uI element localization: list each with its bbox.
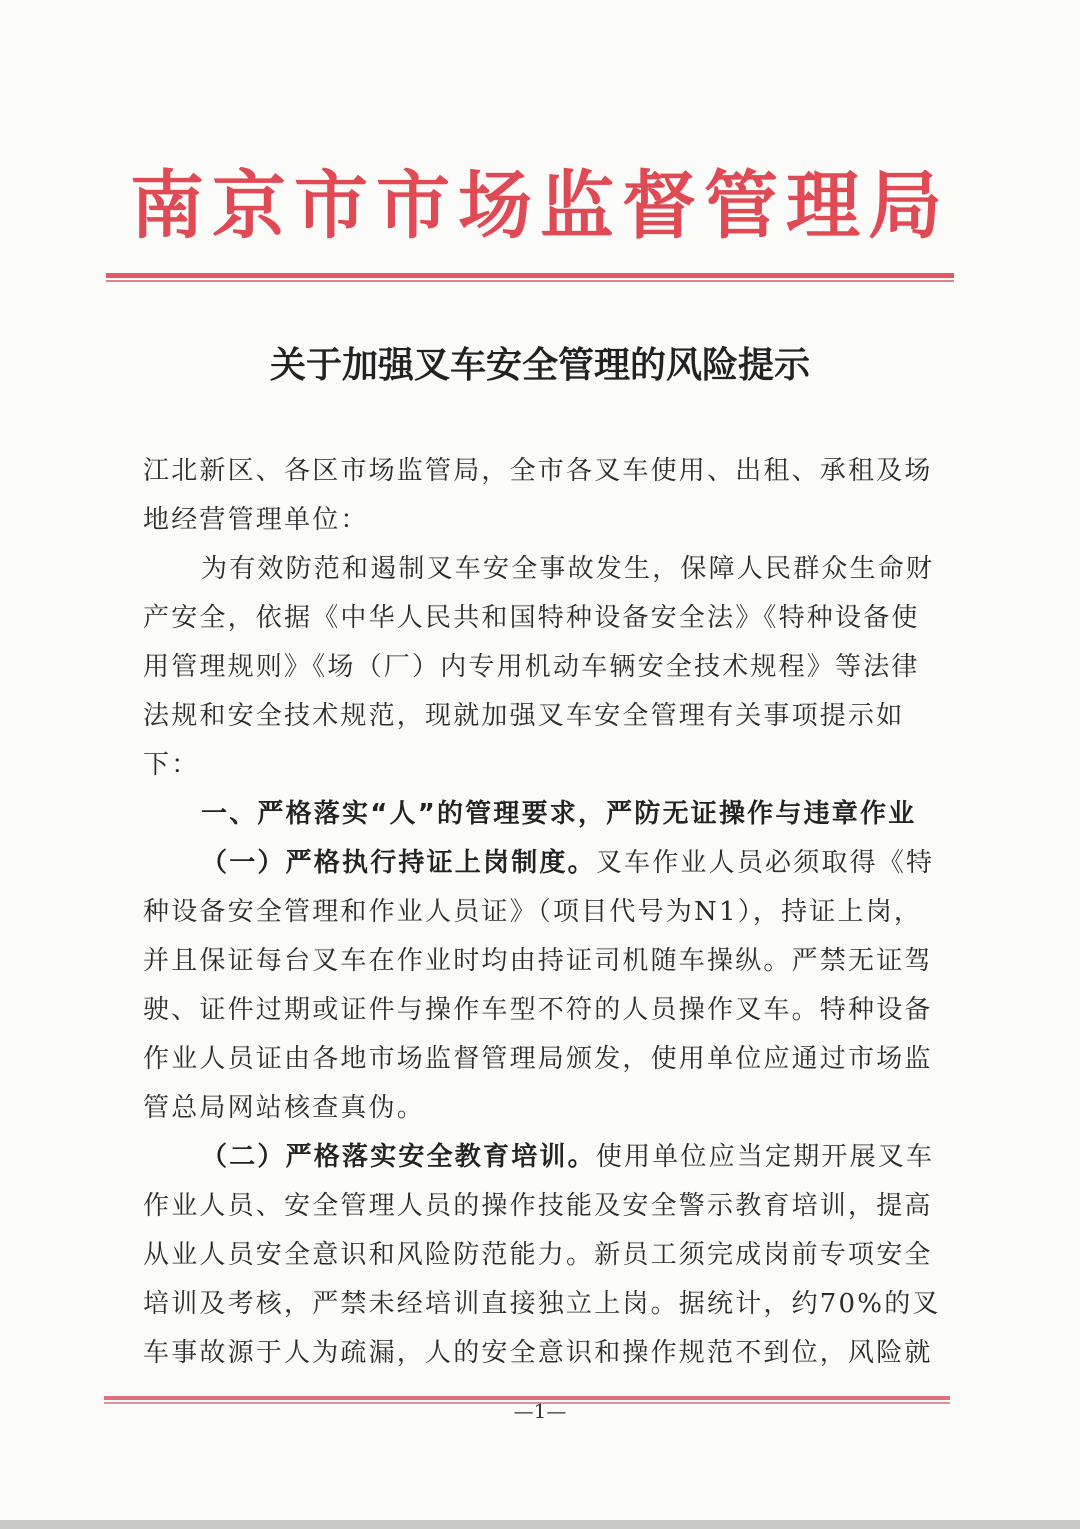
document-title: 关于加强叉车安全管理的风险提示 [269,344,810,386]
item-1-label: （一）严格执行持证上岗制度。 [201,848,596,878]
item-2-text: 使用单位应当定期开展叉车作业人员、安全管理人员的操作技能及安全警示教育培训，提高从业人员安全意识和风险防范能力。新员工须完成岗前专项安全培训及考核，严禁未经培训直接独立上岗。据统计，约70%的叉车事故源于人为疏漏，人的安全意识和操作规范不到位，风险就 [143,1142,941,1368]
section-1-heading: 一、严格落实“人”的管理要求，严防无证操作与违章作业 [201,799,917,829]
section-1-item-2 [143,1133,943,1378]
addressee: 江北新区、各区市场监管局，全市各叉车使用、出租、承租及场地经营管理单位： [143,456,933,535]
page-number: —1— [513,1399,567,1423]
masthead-rule-thin [106,280,954,282]
item-2-label: （二）严格落实安全教育培训。 [201,1142,596,1172]
masthead-title: 南京市市场监督管理局 [130,163,950,249]
masthead-rule-thick [106,273,954,278]
masthead-red-rule [106,273,954,283]
section-1-item-1 [143,839,943,1133]
document-body [143,447,943,1378]
scan-bottom-edge [0,1520,1080,1529]
item-1-text: 叉车作业人员必须取得《特种设备安全管理和作业人员证》（项目代号为N1），持证上岗，并且保证每台叉车在作业时均由持证司机随车操纵。严禁无证驾驶、证件过期或证件与操作车型不符的人员操作叉车。特种设备作业人员证由各地市场监督管理局颁发，使用单位应通过市场监管总局网站核查真伪。 [143,848,935,1123]
intro-paragraph: 为有效防范和遏制叉车安全事故发生，保障人民群众生命财产安全，依据《中华人民共和国特种设备安全法》《特种设备使用管理规则》《场（厂）内专用机动车辆安全技术规程》等法律法规和安全技术规范，现就加强叉车安全管理有关事项提示如下： [143,554,935,780]
